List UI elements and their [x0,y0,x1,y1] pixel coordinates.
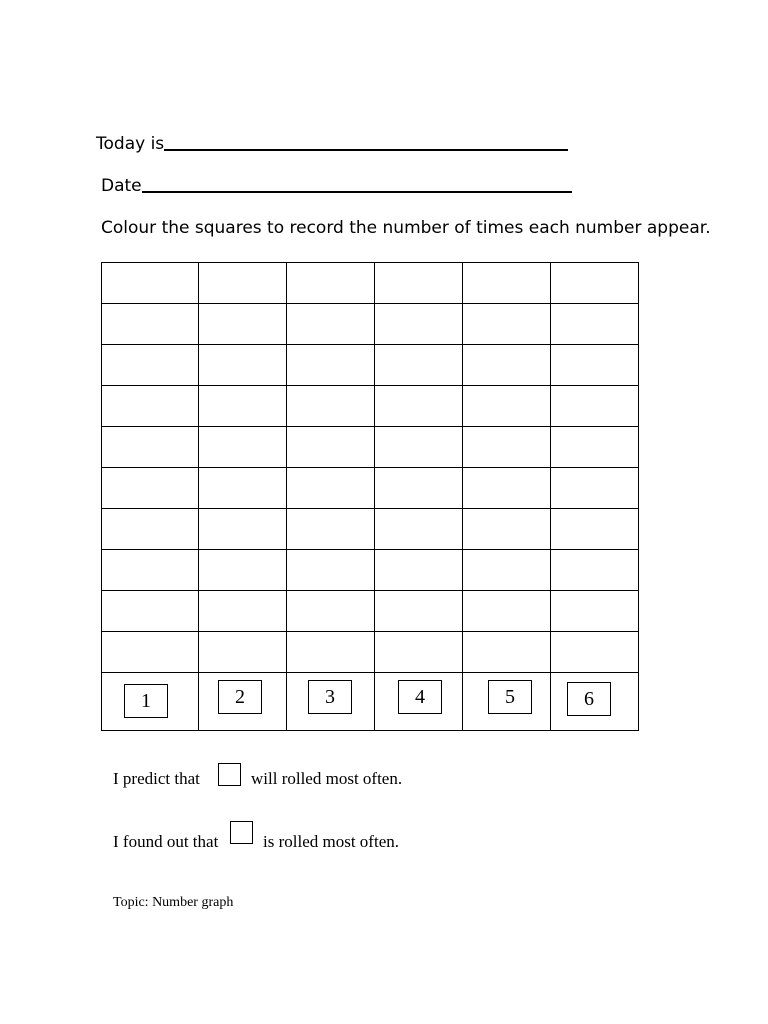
grid-cell[interactable] [551,632,639,673]
grid-row [102,509,639,550]
grid-cell[interactable] [102,386,199,427]
grid-cell[interactable] [287,591,375,632]
grid-cell[interactable] [199,304,287,345]
grid-cell[interactable] [463,550,551,591]
predict-answer-box[interactable] [218,763,241,786]
grid-cell[interactable] [463,509,551,550]
instruction-text: Colour the squares to record the number of times each number appear. [101,218,711,238]
grid-cell[interactable] [287,509,375,550]
grid-cell[interactable] [102,263,199,304]
grid-row [102,427,639,468]
grid-cell[interactable] [102,632,199,673]
grid-cell[interactable] [551,427,639,468]
grid-cell[interactable] [551,509,639,550]
grid-row [102,632,639,673]
label-cell [463,673,551,731]
date-blank-line[interactable] [142,191,572,193]
grid-cell[interactable] [287,427,375,468]
number-box-4: 4 [398,680,442,714]
grid-row [102,263,639,304]
number-box-5: 5 [488,680,532,714]
grid-cell[interactable] [199,427,287,468]
grid-cell[interactable] [375,345,463,386]
grid-cell[interactable] [102,591,199,632]
grid-cell[interactable] [551,468,639,509]
label-cell [551,673,639,731]
grid-cell[interactable] [102,427,199,468]
grid-row [102,550,639,591]
number-box-6: 6 [567,682,611,716]
label-cell [102,673,199,731]
grid-cell[interactable] [375,386,463,427]
grid-cell[interactable] [375,550,463,591]
predict-before-text: I predict that [113,769,200,788]
today-label: Today is [96,134,165,154]
tally-grid [101,262,639,731]
grid-cell[interactable] [551,345,639,386]
number-box-2: 2 [218,680,262,714]
grid-cell[interactable] [199,550,287,591]
grid-cell[interactable] [102,304,199,345]
today-field [96,134,568,154]
found-after-text: is rolled most often. [263,832,399,851]
grid-cell[interactable] [199,632,287,673]
label-cell [375,673,463,731]
grid-row [102,345,639,386]
grid-cell[interactable] [287,304,375,345]
grid-cell[interactable] [375,427,463,468]
grid-cell[interactable] [287,468,375,509]
date-label: Date [101,176,142,196]
grid-row [102,386,639,427]
grid-cell[interactable] [287,550,375,591]
grid-cell[interactable] [463,427,551,468]
grid-cell[interactable] [287,345,375,386]
grid-cell[interactable] [463,591,551,632]
grid-cell[interactable] [463,468,551,509]
grid-cell[interactable] [375,304,463,345]
grid-row [102,304,639,345]
grid-cell[interactable] [199,591,287,632]
grid-cell[interactable] [199,263,287,304]
grid-cell[interactable] [199,386,287,427]
grid-cell[interactable] [199,468,287,509]
grid-cell[interactable] [375,632,463,673]
grid-cell[interactable] [287,263,375,304]
grid-cell[interactable] [463,263,551,304]
date-field [101,176,572,196]
number-box-3: 3 [308,680,352,714]
grid-cell[interactable] [463,632,551,673]
grid-cell[interactable] [375,263,463,304]
grid-cell[interactable] [199,345,287,386]
found-before-text: I found out that [113,832,219,851]
grid-cell[interactable] [463,304,551,345]
grid-cell[interactable] [287,632,375,673]
grid-cell[interactable] [102,468,199,509]
grid-cell[interactable] [102,550,199,591]
number-label-row [102,673,639,731]
grid-cell[interactable] [551,591,639,632]
today-blank-line[interactable] [164,149,568,151]
label-cell [199,673,287,731]
number-box-1: 1 [124,684,168,718]
found-answer-box[interactable] [230,821,253,844]
grid-cell[interactable] [199,509,287,550]
grid-cell[interactable] [551,386,639,427]
grid-cell[interactable] [287,386,375,427]
grid-cell[interactable] [102,345,199,386]
grid-cell[interactable] [463,345,551,386]
topic-footer: Topic: Number graph [113,895,234,910]
grid-cell[interactable] [551,263,639,304]
grid-cell[interactable] [463,386,551,427]
grid-cell[interactable] [551,304,639,345]
grid-cell[interactable] [375,509,463,550]
grid-cell[interactable] [375,591,463,632]
grid-row [102,468,639,509]
grid-row [102,591,639,632]
grid-cell[interactable] [102,509,199,550]
grid-cell[interactable] [551,550,639,591]
label-cell [287,673,375,731]
grid-cell[interactable] [375,468,463,509]
predict-after-text: will rolled most often. [251,769,403,788]
